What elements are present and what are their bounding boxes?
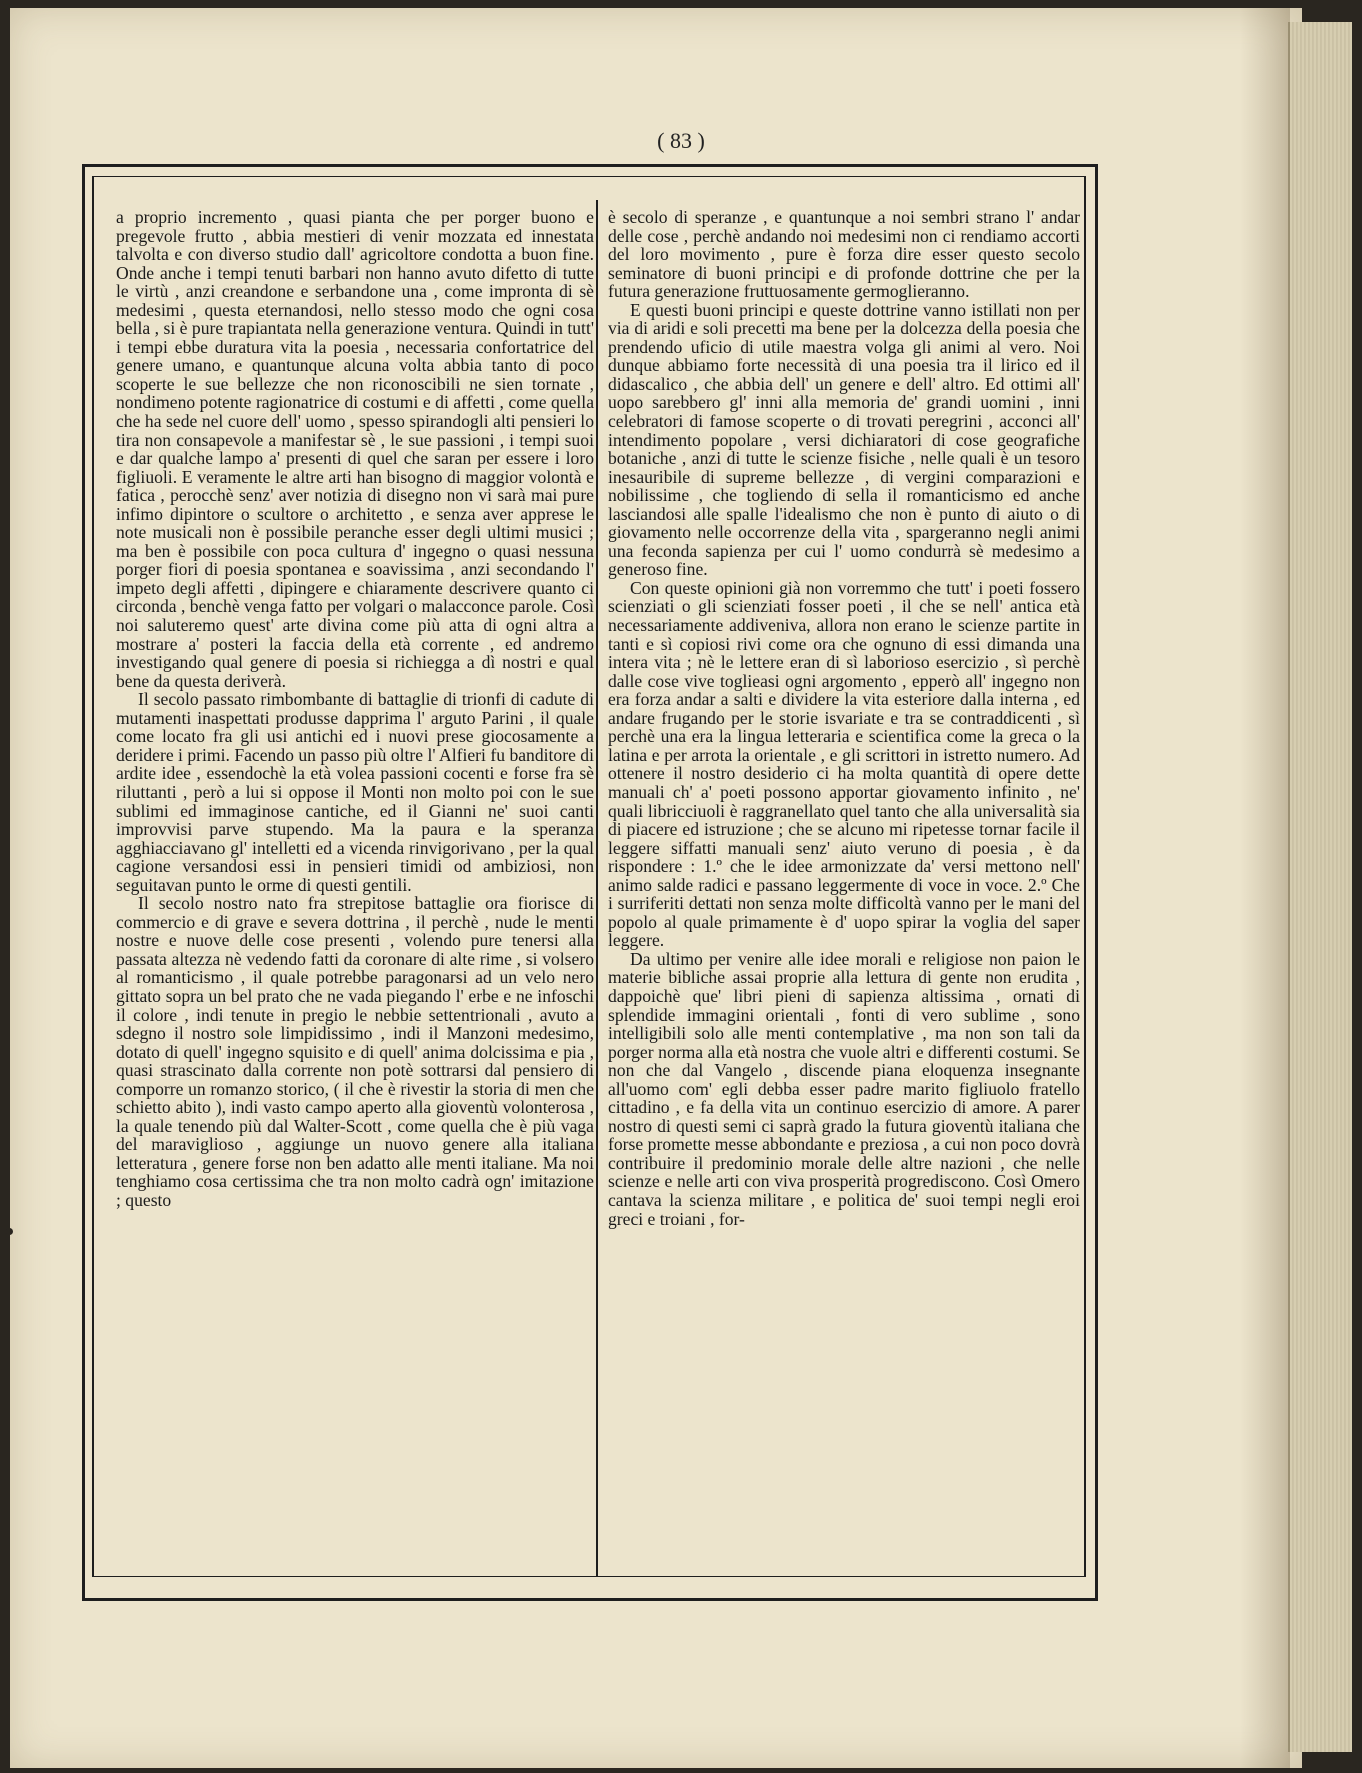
page-curl-shadow bbox=[1240, 8, 1290, 1768]
frame-bottom-inner-rule bbox=[92, 1576, 1086, 1577]
right-paragraph-4: Da ultimo per venire alle idee morali e religiose non paion le materie bibliche assai proprie alla lettura di gente non erudita , dappoichè que' libri pieni di sapienza altissima , ornati di splendide immagini orientali , fonti di vero sublime , sono intelligibili solo alle menti contemplative , ma non son tali da porger norma alla età nostra che vuole altri e differenti costumi. Se non che dal Vangelo , discende piana eloquenza insegnante all'uomo com' egli debba esser padre marito figliuolo fratello cittadino , e fa della vita un continuo esercizio di amore. A parer nostro di questi semi ci saprà grado la futura gioventù italiana che forse promette messe abbondante e preziosa , a cui non poco dovrà contribuire il predominio morale delle altre nazioni , che nelle scienze e nelle arti con viva prosperità progrediscono. Così Omero cantava la scienza militare , e politica de' suoi tempi negli eroi greci e troiani , for- bbox=[608, 948, 1080, 1229]
right-paragraph-2: E questi buoni principi e queste dottrine vanno istillati non per via di aridi e soli precetti ma bene per la dolcezza della poesia che prendendo uficio di utile maestra volga gli animi al vero. Noi dunque abbiamo forte necessità di una poesia tra il lirico ed il didascalico , che abbia dell' un genere e dell' altro. Ed ottimi all' uopo sarebbero gl' inni alla memoria de' grandi uomini , inni celebratori di famose scoperte o di trovati peregrini , acconci all' intendimento popolare , versi dichiaratori di cose geografiche botaniche , anzi di tutte le scienze fisiche , nelle quali è un tesoro inesauribile di supreme bellezze , di vergini comparazioni e nobilissime , che togliendo di sella il romanticismo ed anche lasciandosi alle spalle l'idealismo che non è punto di aiuto o di giovamento nelle occorrenze della vita , spargeranno negli animi una feconda sapienza per cui l' uomo condurrà sè medesimo a generoso fine. bbox=[608, 299, 1080, 580]
column-divider bbox=[596, 200, 598, 1576]
left-paragraph-2: Il secolo passato rimbombante di battaglie di trionfi di cadute di mutamenti inaspettati produsse dapprima l' arguto Parini , il quale come locato fra gli usi antichi ed i nuovi prese giocosamente a deridere i primi. Facendo un passo più oltre l' Alfieri fu banditore di ardite idee , essendochè la età volea passioni cocenti e forse fra sè riluttanti , però a lui si oppose il Monti non molto poi con le sue sublimi ed immaginose cantiche, ed il Gianni ne' suoi canti improvvisi parve stupendo. Ma la paura e la speranza agghiacciavano gl' intelletti ed a vicenda rinvigorivano , per la qual cagione versandosi essi in pensieri timidi od ambiziosi, non seguitavan punto le orme di questi gentili. bbox=[116, 689, 594, 895]
left-paragraph-3: Il secolo nostro nato fra strepitose battaglie ora fiorisce di commercio e di grave e severa dottrina , il perchè , nude le menti nostre e nuove delle cose presenti , volendo pure tenersi alla passata altezza nè vedendo fatti da coronare di alte rime , si volsero al romanticismo , il quale potrebbe paragonarsi ad un velo nero gittato sopra un bel prato che ne vada piegando l' erbe e ne infoschi il colore , indi tenute in pregio le nebbie settentrionali , avuto a sdegno il nostro sole limpidissimo , indi il Manzoni medesimo, dotato di quell' ingegno squisito e di quell' anima dolcissima e pia , quasi strascinato dalla corrente non potè sottrarsi dal pensiero di comporre un romanzo storico, ( il che è rivestir la storia di men che schietto abito ), indi vasto campo aperto alla gioventù volonterosa , la quale tenendo più dal Walter-Scott , come quella che è più vaga del maraviglioso , aggiunge un nuovo genere alla italiana letteratura , genere forse non ben adatto alle menti italiane. Ma noi tenghiamo cosa certissima che tra non molto cadrà ogn' imitazione ; questo bbox=[116, 893, 594, 1210]
right-paragraph-1: è secolo di speranze , e quantunque a noi sembri strano l' andar delle cose , perchè andando noi medesimi non ci rendiamo accorti del loro movimento , pure è forza dire esser questo secolo seminatore di buoni principi e di profonde dottrine che per la futura generazione fruttuosamente germoglieranno. bbox=[608, 207, 1080, 302]
left-column bbox=[116, 208, 594, 1210]
binding-hole bbox=[6, 1228, 13, 1235]
frame-bottom-rule bbox=[82, 1598, 1098, 1601]
page-stack-edge bbox=[1288, 22, 1352, 1752]
right-column bbox=[608, 208, 1080, 1228]
left-paragraph-1: a proprio incremento , quasi pianta che per porger buono e pregevole frutto , abbia mestieri di venir mozzata ed innestata talvolta e con diverso studio dall' agricoltore condotta a buon fine. Onde anche i tempi tenuti barbari non hanno avuto difetto di tutte le virtù , anzi creandone e serbandone una , come impronta di sè medesimi , questa eternandosi, nello stesso modo che ogni cosa bella , si è pure trapiantata nella generazione ventura. Quindi in tutt' i tempi ebbe duratura vita la poesia , necessaria confortatrice del genere umano, e quantunque alcuna volta abbia tanto di poco scoperte le sue bellezze che non riconoscibili ne sien tornate , nondimeno potente ragionatrice di costumi e di affetti , come quella che ha sede nel cuore dell' uomo , spesso spirandogli alti pensieri lo tira non consapevole a manifestar sè , le sue passioni , i tempi suoi e dar qualche lampo a' presenti di quel che saran per essere i loro figliuoli. E veramente le altre arti han bisogno di maggior volontà e fatica , perocchè senz' aver notizia di disegno non vi sarà mai pure infimo dipintore o scultore o architetto , e senza aver apprese le note musicali non è possibile peranche esser degli ultimi musici ; ma ben è possibile con poca cultura d' ingegno o quasi nessuna porger fiori di poesia spontanea e soavissima , anzi secondando l' impeto degli affetti , dipingere e chiaramente descrivere quanto ci circonda , benchè venga fatto per volgari o malacconce parole. Così noi saluteremo quest' arte divina come più atta di ogni altra a mostrare a' posteri la faccia della età corrente , ed andremo investigando qual genere di poesia si richiegga a dì nostri e qual bene da questa deriverà. bbox=[116, 207, 594, 691]
page-number: ( 83 ) bbox=[657, 128, 705, 153]
right-paragraph-3: Con queste opinioni già non vorremmo che tutt' i poeti fossero scienziati o gli scienziati fosser poeti , il che se nell' antica età necessariamente addiveniva, allora non erano le scienze partite in tanti e sì copiosi rivi come ora che ognuno di essi dimanda una intera vita ; nè le lettere eran di sì laborioso esercizio , sì perchè dalle cose vive toglieasi ogni argomento , epperò all' ingegno non era forza andar a salti e dividere la vita esteriore dalla interna , ed andare frugando per le storie isvariate e tra se contraddicenti , sì perchè una era la lingua letteraria e scientifica come la greca o la latina e per arrota la orientale , e gli scrittori in istretto numero. Ad ottenere il nostro desiderio ci ha molta quantità di opere dette manuali ch' a' poeti possono apportar giovamento infinito , ne' quali libricciuoli è raggranellato quel tanto che alla universalità sia di piacere ed istruzione ; che se alcuno mi ripetesse tornar facile il leggere siffatti manuali senz' aiuto veruno di poesia , è da rispondere : 1.º che le idee armonizzate da' versi mettono nell' animo salde radici e passano leggermente di voce in voce. 2.º Che i surriferiti dettati non senza molte difficoltà vanno per le mani del popolo al quale primamente è d' uopo spirar la voglia del saper leggere. bbox=[608, 577, 1080, 951]
